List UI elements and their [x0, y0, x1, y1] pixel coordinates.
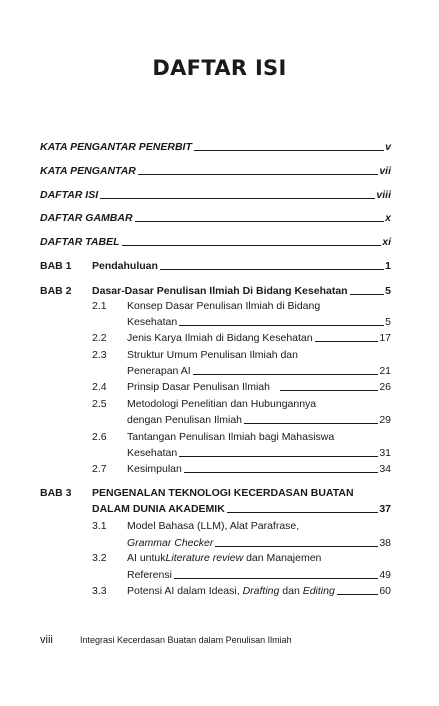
- toc-section-cont: Kesehatan 31: [127, 447, 391, 459]
- toc-section: 2.2 Jenis Karya Ilmiah di Bidang Kesehatan 17: [92, 332, 391, 344]
- toc-section: 3.3 Potensi AI dalam Ideasi, Drafting dan Editing 60: [92, 585, 391, 597]
- toc-section: 3.1 Model Bahasa (LLM), Alat Parafrase,: [92, 520, 300, 532]
- toc-entry: KATA PENGANTAR PENERBIT v: [40, 141, 391, 153]
- toc-section: 2.1 Konsep Dasar Penulisan Ilmiah di Bidang: [92, 300, 321, 312]
- toc-entry: KATA PENGANTAR vii: [40, 165, 391, 177]
- footer-book-title: Integrasi Kecerdasan Buatan dalam Penulisan Ilmiah: [80, 635, 292, 645]
- toc-section: 2.5 Metodologi Penelitian dan Hubungannya: [92, 398, 317, 410]
- page-footer: [40, 634, 292, 646]
- toc-section-cont: dengan Penulisan Ilmiah 29: [127, 414, 391, 426]
- toc-section-cont: Referensi 49: [127, 569, 391, 581]
- toc-chapter: BAB 3 PENGENALAN TEKNOLOGI KECERDASAN BUATAN: [40, 487, 354, 499]
- toc-chapter: BAB 1 Pendahuluan 1: [40, 260, 391, 272]
- toc-section: 2.6 Tantangan Penulisan Ilmiah bagi Mahasiswa: [92, 431, 335, 443]
- toc-chapter: BAB 2 Dasar-Dasar Penulisan Ilmiah Di Bidang Kesehatan 5: [40, 285, 391, 297]
- toc-section: 2.3 Struktur Umum Penulisan Ilmiah dan: [92, 349, 298, 361]
- page-title: DAFTAR ISI: [152, 56, 287, 80]
- toc-section-cont: Penerapan AI 21: [127, 365, 391, 377]
- footer-page-number: viii: [40, 634, 53, 646]
- toc-section: 2.7 Kesimpulan 34: [92, 463, 391, 475]
- toc-entry: DAFTAR ISI viii: [40, 189, 391, 201]
- toc-section: 2.4 Prinsip Dasar Penulisan Ilmiah 26: [92, 381, 391, 393]
- toc-entry: DAFTAR TABEL xi: [40, 236, 391, 248]
- toc-chapter-cont: DALAM DUNIA AKADEMIK 37: [92, 503, 391, 515]
- toc-entry: DAFTAR GAMBAR x: [40, 212, 391, 224]
- toc-section: 3.2 AI untuk Literature review dan Manajemen: [92, 552, 322, 564]
- toc-section-cont: Grammar Checker 38: [127, 537, 391, 549]
- toc-section-cont: Kesehatan 5: [127, 316, 391, 328]
